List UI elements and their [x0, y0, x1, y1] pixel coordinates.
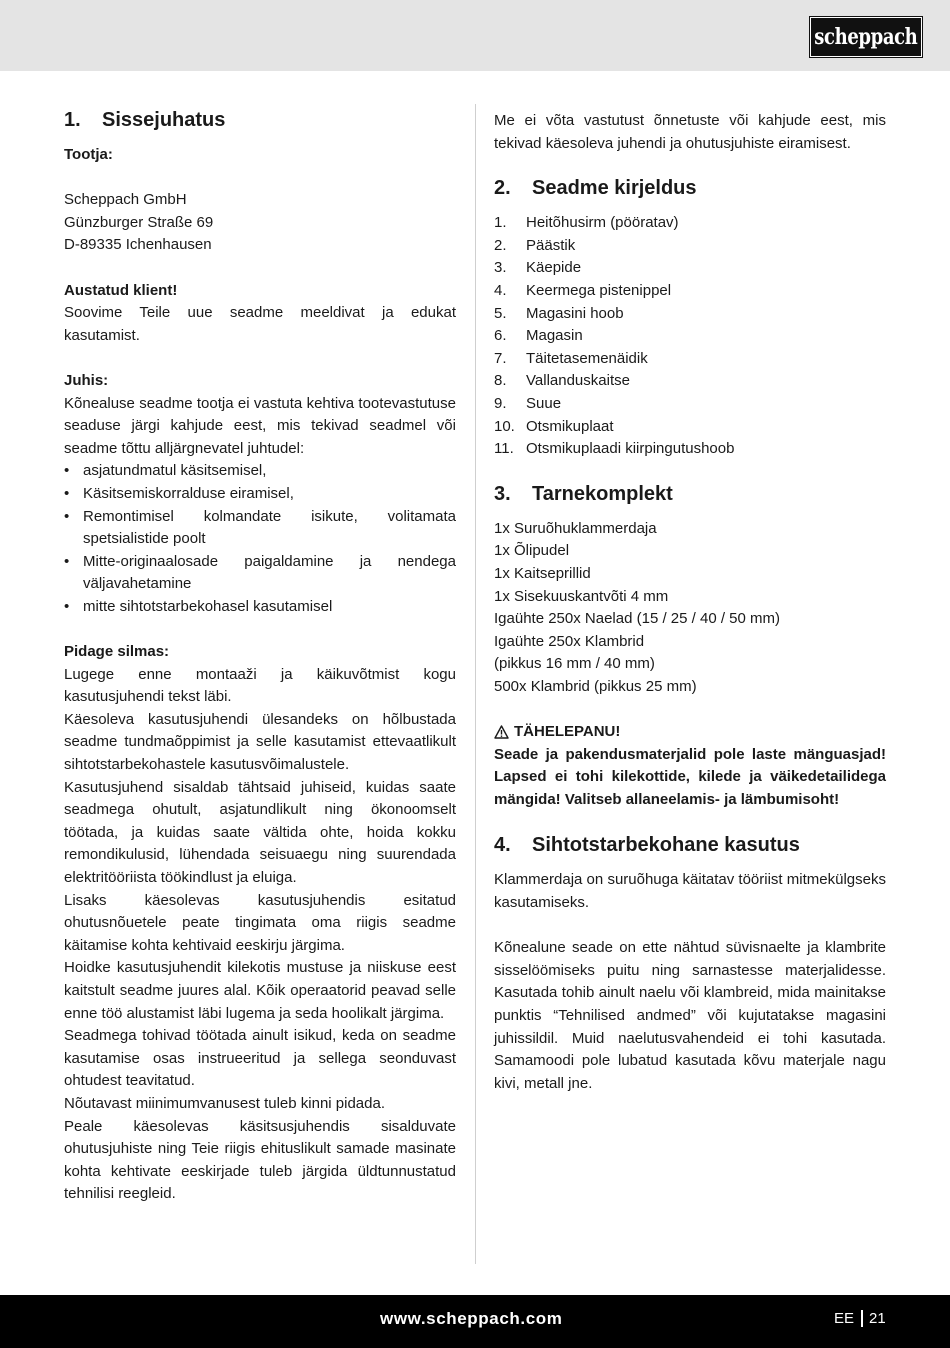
list-item: • Käsitsemiskorralduse eiramisel,: [64, 484, 294, 502]
manufacturer-label: Tootja:: [64, 146, 113, 163]
footer-bar: [0, 1295, 950, 1348]
note-text: Kõnealuse seadme tootja ei vastuta kehtiva tootevastutuse seaduse järgi kahjude eest, mis tekivad seadmel või seadme tõttu alljärgnevatel juhtudel:: [64, 394, 456, 457]
dear-customer-text: Soovime Teile uue seadme meeldivat ja edukat kasutamist.: [64, 304, 456, 344]
section-4-number: 4.: [494, 834, 511, 857]
page-number: 21: [869, 1310, 886, 1327]
delivery-item: 500x Klambrid (pikkus 25 mm): [494, 677, 697, 695]
section-3-number: 3.: [494, 482, 511, 505]
address-line: Günzburger Straße 69: [64, 213, 214, 231]
section-2-title: Seadme kirjeldus: [532, 177, 697, 200]
page-indicator: [834, 1310, 886, 1327]
delivery-item: (pikkus 16 mm / 40 mm): [494, 655, 655, 673]
liability-text: Me ei võta vastutust õnnetuste või kahjude eest, mis tekivad käesoleva juhendi ja ohutusjuhiste eiramisest.: [494, 112, 886, 152]
section-3-heading: [494, 480, 886, 508]
observe-paragraph: Nõutavast miinimumvanusest tuleb kinni pidada.: [64, 1094, 385, 1112]
list-item: 6. Magasin: [494, 327, 583, 345]
right-column: [494, 110, 886, 1095]
section-4-title: Sihtotstarbekohane kasutus: [532, 834, 800, 857]
warning-heading: [494, 721, 886, 744]
scheppach-logo: [810, 17, 922, 57]
section-2-number: 2.: [494, 177, 511, 200]
observe-label: Pidage silmas:: [64, 643, 170, 661]
section-4-heading: [494, 831, 886, 859]
section-2-heading: [494, 174, 886, 202]
list-item: 7. Täitetasemenäidik: [494, 349, 648, 367]
usage-paragraph: Kõnealune seade on ette nähtud süvisnaelte ja klambrite sisselöömiseks puitu ning sarnastesse materjalidesse. Kasutada tohib ainult naelu või klambreid, mida mainitakse punktis “Tehnilised andmed” või kujutatakse magasini juhissildil. Muid naelutusvahendeid ei tohi kasutada. Samamoodi pole lubatud kasutada kõvu materjale nagu kivi, metall jne.: [494, 939, 886, 1092]
page-separator: [861, 1310, 863, 1327]
note-label: Juhis:: [64, 371, 109, 389]
top-bar: [0, 0, 950, 71]
section-1-heading: [64, 106, 456, 134]
delivery-item: 1x Suruõhuklammerdaja: [494, 519, 657, 537]
language-code: EE: [834, 1310, 855, 1327]
website-link[interactable]: www.scheppach.com: [380, 1309, 563, 1328]
delivery-item: 1x Õlipudel: [494, 542, 570, 560]
warning-text: Seade ja pakendusmaterjalid pole laste mänguasjad! Lapsed ei tohi kilekottide, kilede ja väikedetailidega mängida! Valitseb allaneelamis- ja lämbumisoht!: [494, 745, 886, 808]
list-item: • mitte sihtotstarbekohasel kasutamisel: [64, 597, 333, 615]
list-item: • Mitte-originaalosade paigaldamine ja nendega väljavahetamine: [64, 552, 456, 593]
list-item: 9. Suue: [494, 394, 562, 412]
list-item: 4. Keermega pistenippel: [494, 281, 672, 299]
observe-paragraph: Lugege enne montaaži ja käikuvõtmist kogu kasutusjuhendi tekst läbi.: [64, 665, 456, 706]
dear-customer-label: Austatud klient!: [64, 281, 178, 299]
delivery-item: 1x Sisekuuskantvõti 4 mm: [494, 587, 669, 605]
section-1-title: Sissejuhatus: [102, 109, 226, 131]
delivery-item: Igaühte 250x Naelad (15 / 25 / 40 / 50 mm): [494, 610, 781, 628]
note-bullet-list: [64, 460, 456, 618]
list-item: 1. Heitõhusirm (pööratav): [494, 214, 679, 232]
address-line: Scheppach GmbH: [64, 191, 187, 209]
list-item: 2. Päästik: [494, 236, 576, 254]
column-divider: [475, 104, 476, 1264]
left-column: [64, 106, 456, 1206]
warning-triangle-icon: [494, 725, 509, 739]
section-3-title: Tarnekomplekt: [532, 482, 673, 505]
observe-paragraph: Peale käesolevas käsitsusjuhendis sisalduvate ohutusjuhiste ning Teie riigis ehituslikult samade masinate kohta kehtivate eeskirjade tuleb järgida üldtunnustatud tehnilisi reegleid.: [64, 1117, 456, 1203]
section-1-number: 1.: [64, 109, 81, 131]
list-item: • asjatundmatul käsitsemisel,: [64, 462, 267, 480]
warning-label: TÄHELEPANU!: [514, 723, 621, 741]
delivery-item: 1x Kaitseprillid: [494, 564, 591, 582]
list-item: 10. Otsmikuplaat: [494, 417, 614, 435]
observe-paragraph: Seadmega tohivad töötada ainult isikud, keda on seadme kasutamise osas instrueeritud ja sellega seonduvast ohtudest teavitatud.: [64, 1027, 456, 1090]
list-item: • Remontimisel kolmandate isikute, volitamata spetsialistide poolt: [64, 507, 456, 548]
list-item: 8. Vallanduskaitse: [494, 372, 630, 390]
observe-paragraph: Lisaks käesolevas kasutusjuhendis esitatud ohutusnõuetele peate tingimata oma riigis seadme käitamise kohta kehtivaid eeskirju järgima.: [64, 891, 456, 954]
address-line: D-89335 Ichenhausen: [64, 236, 212, 254]
list-item: 5. Magasini hoob: [494, 304, 624, 322]
observe-paragraph: Hoidke kasutusjuhendit kilekotis mustuse ja niiskuse eest kaitstult seadme juures alal. Kõik operaatorid peavad selle enne töö alustamist läbi lugema ja seda hoolikalt järgima.: [64, 959, 456, 1022]
delivery-item: Igaühte 250x Klambrid: [494, 632, 645, 650]
usage-paragraph: Klammerdaja on suruõhuga käitatav tööriist mitmekülgseks kasutamiseks.: [494, 871, 886, 912]
observe-paragraph: Käesoleva kasutusjuhendi ülesandeks on hõlbustada seadme tundmaõppimist ja selle kasutamist ettevaatlikult sihtotstarbekohastele kasutusvõimalustele.: [64, 710, 456, 774]
observe-paragraph: Kasutusjuhend sisaldab tähtsaid juhiseid, kuidas saate seadmega ohutult, asjatundlikult ning ökonoomselt töötada, ja kuidas saate vältida ohte, hoida kokku remondikulusid, lühendada seisuaegu ning suurendada elektritööriista töökindlust ja eluiga.: [64, 778, 456, 886]
list-item: 11. Otsmikuplaadi kiirpingutushoob: [494, 440, 735, 458]
parts-list: [494, 212, 886, 461]
list-item: 3. Käepide: [494, 259, 582, 277]
logo-text: scheppach: [814, 24, 918, 50]
